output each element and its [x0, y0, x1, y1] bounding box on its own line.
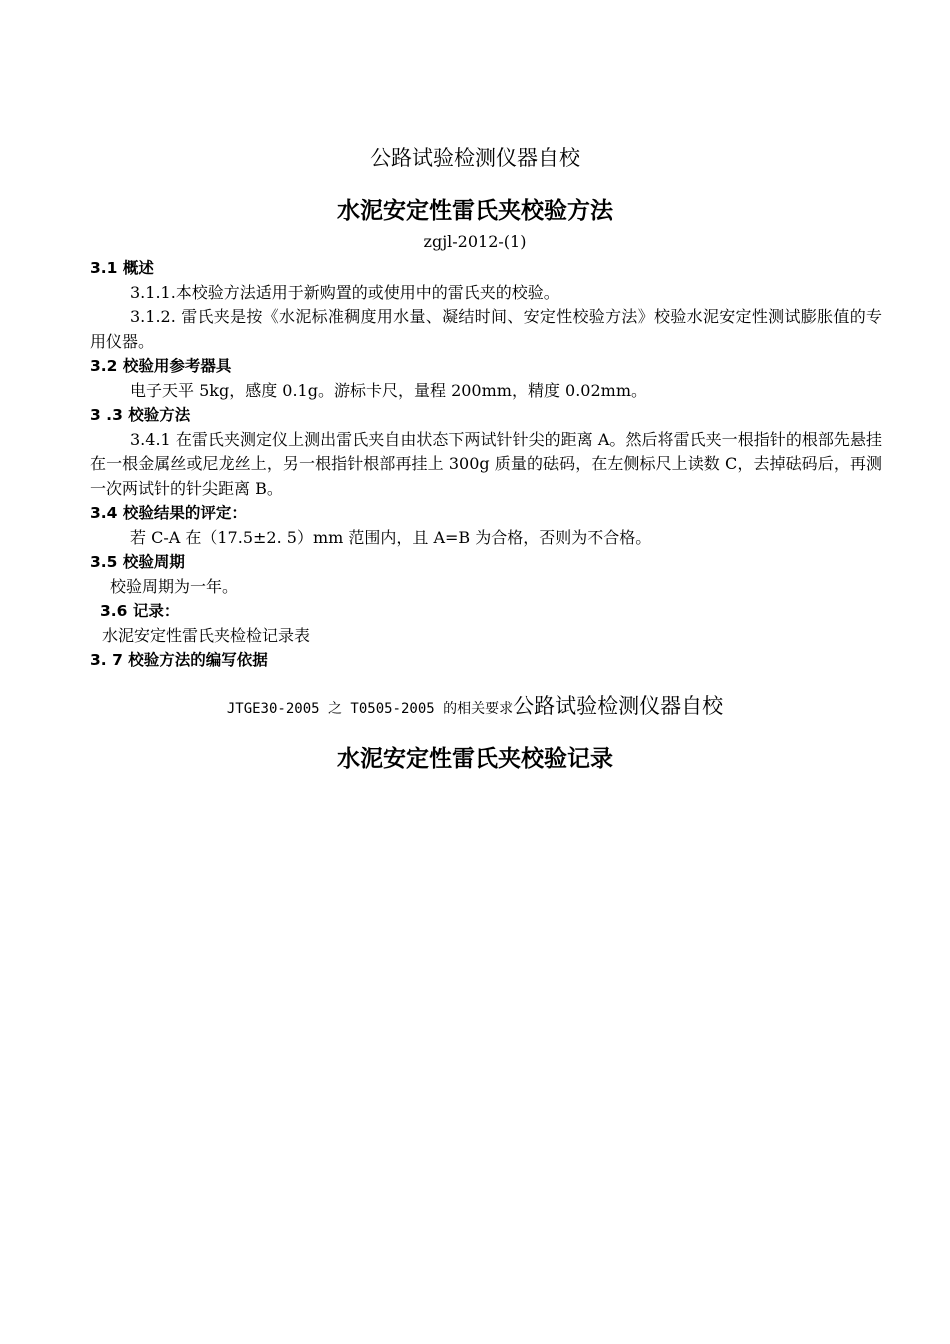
section-heading-3-3: 3 .3 校验方法: [90, 406, 191, 424]
record-title: 水泥安定性雷氏夹校验记录: [337, 746, 613, 772]
paragraph-3-5: 校验周期为一年。: [110, 576, 239, 596]
document-code: zgjl-2012-(1): [423, 232, 527, 251]
section-heading-3-1: 3.1 概述: [90, 259, 154, 277]
paragraph-3-1-1: 3.1.1.本校验方法适用于新购置的或使用中的雷氏夹的校验。: [130, 282, 560, 302]
section-heading-3-4: 3.4 校验结果的评定：: [90, 504, 247, 522]
paragraph-3-6: 水泥安定性雷氏夹检检记录表: [102, 625, 311, 645]
next-org-header: 公路试验检测仪器自校: [513, 694, 724, 718]
document-title: 水泥安定性雷氏夹校验方法: [337, 198, 613, 224]
paragraph-3-2: 电子天平 5kg，感度 0.1g。游标卡尺，量程 200mm，精度 0.02mm。: [130, 380, 648, 400]
section-heading-3-2: 3.2 校验用参考器具: [90, 357, 232, 375]
document-body: [90, 256, 882, 673]
basis-line: [0, 690, 950, 720]
org-header: 公路试验检测仪器自校: [370, 146, 580, 170]
paragraph-3-4: 若 C-A 在（17.5±2. 5）mm 范围内，且 A=B 为合格，否则为不合格。: [130, 527, 652, 547]
section-heading-3-6: 3.6 记录：: [100, 602, 180, 620]
standard-reference: JTGE30-2005 之 T0505-2005 的相关要求: [226, 701, 514, 717]
paragraph-3-1-2: 3.1.2. 雷氏夹是按《水泥标准稠度用水量、凝结时间、安定性校验方法》校验水泥安定性测试膨胀值的专用仪器。: [90, 307, 882, 351]
section-heading-3-5: 3.5 校验周期: [90, 553, 185, 571]
paragraph-3-3: 3.4.1 在雷氏夹测定仪上测出雷氏夹自由状态下两试针针尖的距离 A。然后将雷氏夹一根指针的根部先悬挂在一根金属丝或尼龙丝上，另一根指针根部再挂上 300g 质量的砝码，在左侧标尺上读数 C，去掉砝码后，再测一次两试针的针尖距离 B。: [90, 429, 882, 498]
section-heading-3-7: 3. 7 校验方法的编写依据: [90, 651, 268, 669]
